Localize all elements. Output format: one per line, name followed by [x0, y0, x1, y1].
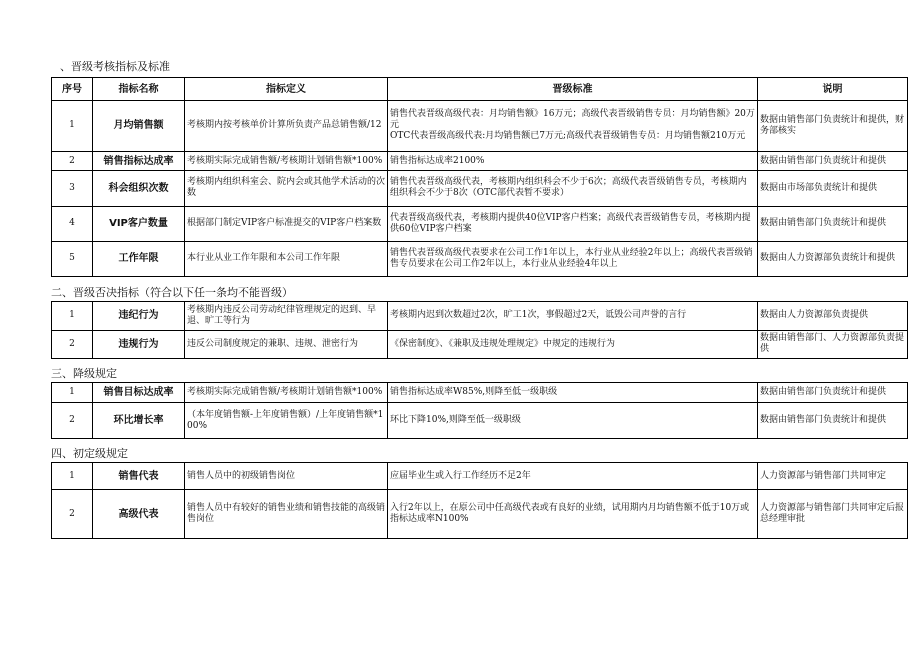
initial-grade-table — [51, 462, 908, 539]
row-definition: 考核期内按考核单价计算所负责产品总销售额/12 — [185, 101, 388, 152]
row-indicator-name: 科会组织次数 — [93, 171, 185, 206]
row-indicator-name: 销售指标达成率 — [93, 151, 185, 171]
row-standard: 《保密制度》、《兼职及违规处理规定》中规定的违规行为 — [388, 330, 758, 359]
row-standard: 销售代表晋级高级代表，考核期内组织科会不少于6次；高级代表晋级销售专员，考核期内组织科会不少于8次（OTC部代表暂不要求） — [388, 171, 758, 206]
table-row — [52, 101, 908, 152]
section-title-3: 三、降级规定 — [51, 367, 117, 380]
row-note: 数据由销售部门负责统计和提供 — [758, 206, 908, 241]
row-indicator-name: 工作年限 — [93, 241, 185, 276]
table-header-row — [52, 78, 908, 101]
table-row — [52, 151, 908, 171]
row-definition: 销售人员中有较好的销售业绩和销售技能的高级销售岗位 — [185, 490, 388, 539]
row-standard: 销售指标达成率2100% — [388, 151, 758, 171]
table-row — [52, 463, 908, 490]
row-note: 人力资源部与销售部门共同审定 — [758, 463, 908, 490]
row-index: 4 — [52, 206, 93, 241]
promotion-criteria-table — [51, 77, 908, 277]
table4-body — [52, 463, 908, 539]
table-row — [52, 206, 908, 241]
table-row — [52, 403, 908, 439]
section-title-2: 二、晋级否决指标（符合以下任一条均不能晋级） — [51, 286, 293, 299]
table-row — [52, 241, 908, 276]
header-note: 说明 — [758, 78, 908, 101]
table1-body — [52, 101, 908, 277]
row-indicator-name: 违规行为 — [93, 330, 185, 359]
section-title-4: 四、初定级规定 — [51, 447, 128, 460]
row-standard: 销售代表晋级高级代表：月均销售额》16万元；高级代表晋级销售专员：月均销售额》20万元 OTC代表晋级高级代表:月均销售额已7万元;高级代表晋级销售专员：月均销售额210万元 — [388, 101, 758, 152]
row-index: 1 — [52, 101, 93, 152]
row-standard: 销售指标达成率W85%,则降至低一级职级 — [388, 383, 758, 403]
demotion-table — [51, 382, 908, 439]
table2-body — [52, 302, 908, 359]
veto-criteria-table — [51, 301, 908, 359]
row-definition: 考核期实际完成销售额/考核期计划销售额*100% — [185, 383, 388, 403]
row-standard: 代表晋级高级代表，考核期内提供40位VIP客户档案；高级代表晋级销售专员，考核期内提供60位VIP客户档案 — [388, 206, 758, 241]
row-definition: 考核期内组织科室会、院内会或其他学术活动的次数 — [185, 171, 388, 206]
row-index: 2 — [52, 403, 93, 439]
row-standard: 销售代表晋级高级代表要求在公司工作1年以上，本行业从业经验2年以上；高级代表晋级销售专员要求在公司工作2年以上，本行业从业经验4年以上 — [388, 241, 758, 276]
row-definition: 考核期实际完成销售额/考核期计划销售额*100% — [185, 151, 388, 171]
row-note: 数据由人力资源部负责统计和提供 — [758, 241, 908, 276]
row-indicator-name: VIP客户数量 — [93, 206, 185, 241]
row-index: 3 — [52, 171, 93, 206]
row-standard: 入行2年以上，在原公司中任高级代表或有良好的业绩，试用期内月均销售额不低于10万或指标达成率N100% — [388, 490, 758, 539]
row-index: 1 — [52, 302, 93, 331]
row-definition: 根据部门制定VIP客户标准提交的VIP客户档案数 — [185, 206, 388, 241]
section-title-1: 、晋级考核指标及标准 — [60, 60, 170, 73]
row-indicator-name: 销售目标达成率 — [93, 383, 185, 403]
table-row — [52, 490, 908, 539]
row-indicator-name: 销售代表 — [93, 463, 185, 490]
row-indicator-name: 违纪行为 — [93, 302, 185, 331]
header-name: 指标名称 — [93, 78, 185, 101]
row-note: 数据由销售部门、人力资源部负责提供 — [758, 330, 908, 359]
row-index: 1 — [52, 463, 93, 490]
row-definition: （本年度销售额-上年度销售额）/上年度销售额*100% — [185, 403, 388, 439]
row-index: 2 — [52, 330, 93, 359]
header-idx: 序号 — [52, 78, 93, 101]
row-index: 1 — [52, 383, 93, 403]
table-row — [52, 171, 908, 206]
row-note: 数据由销售部门负责统计和提供 — [758, 151, 908, 171]
row-definition: 销售人员中的初级销售岗位 — [185, 463, 388, 490]
row-indicator-name: 月均销售额 — [93, 101, 185, 152]
row-index: 2 — [52, 490, 93, 539]
table3-body — [52, 383, 908, 439]
table-row — [52, 330, 908, 359]
row-index: 2 — [52, 151, 93, 171]
table-row — [52, 383, 908, 403]
row-definition: 违反公司制度规定的兼职、违规、泄密行为 — [185, 330, 388, 359]
row-definition: 考核期内违反公司劳动纪律管理规定的迟到、早退、旷工等行为 — [185, 302, 388, 331]
row-note: 数据由销售部门负责统计和提供，财务部核实 — [758, 101, 908, 152]
row-definition: 本行业从业工作年限和本公司工作年限 — [185, 241, 388, 276]
row-note: 数据由市场部负责统计和提供 — [758, 171, 908, 206]
row-note: 数据由人力资源部负责提供 — [758, 302, 908, 331]
header-std: 晋级标准 — [388, 78, 758, 101]
header-def: 指标定义 — [185, 78, 388, 101]
row-indicator-name: 环比增长率 — [93, 403, 185, 439]
row-index: 5 — [52, 241, 93, 276]
row-note: 数据由销售部门负责统计和提供 — [758, 383, 908, 403]
row-standard: 考核期内迟到次数超过2次，旷工1次，事假超过2天，诋毁公司声誉的言行 — [388, 302, 758, 331]
row-standard: 应届毕业生或入行工作经历不足2年 — [388, 463, 758, 490]
row-standard: 环比下降10%,则降至低一级职级 — [388, 403, 758, 439]
row-note: 数据由销售部门负责统计和提供 — [758, 403, 908, 439]
row-note: 人力资源部与销售部门共同审定后报总经理审批 — [758, 490, 908, 539]
table-row — [52, 302, 908, 331]
row-indicator-name: 高级代表 — [93, 490, 185, 539]
